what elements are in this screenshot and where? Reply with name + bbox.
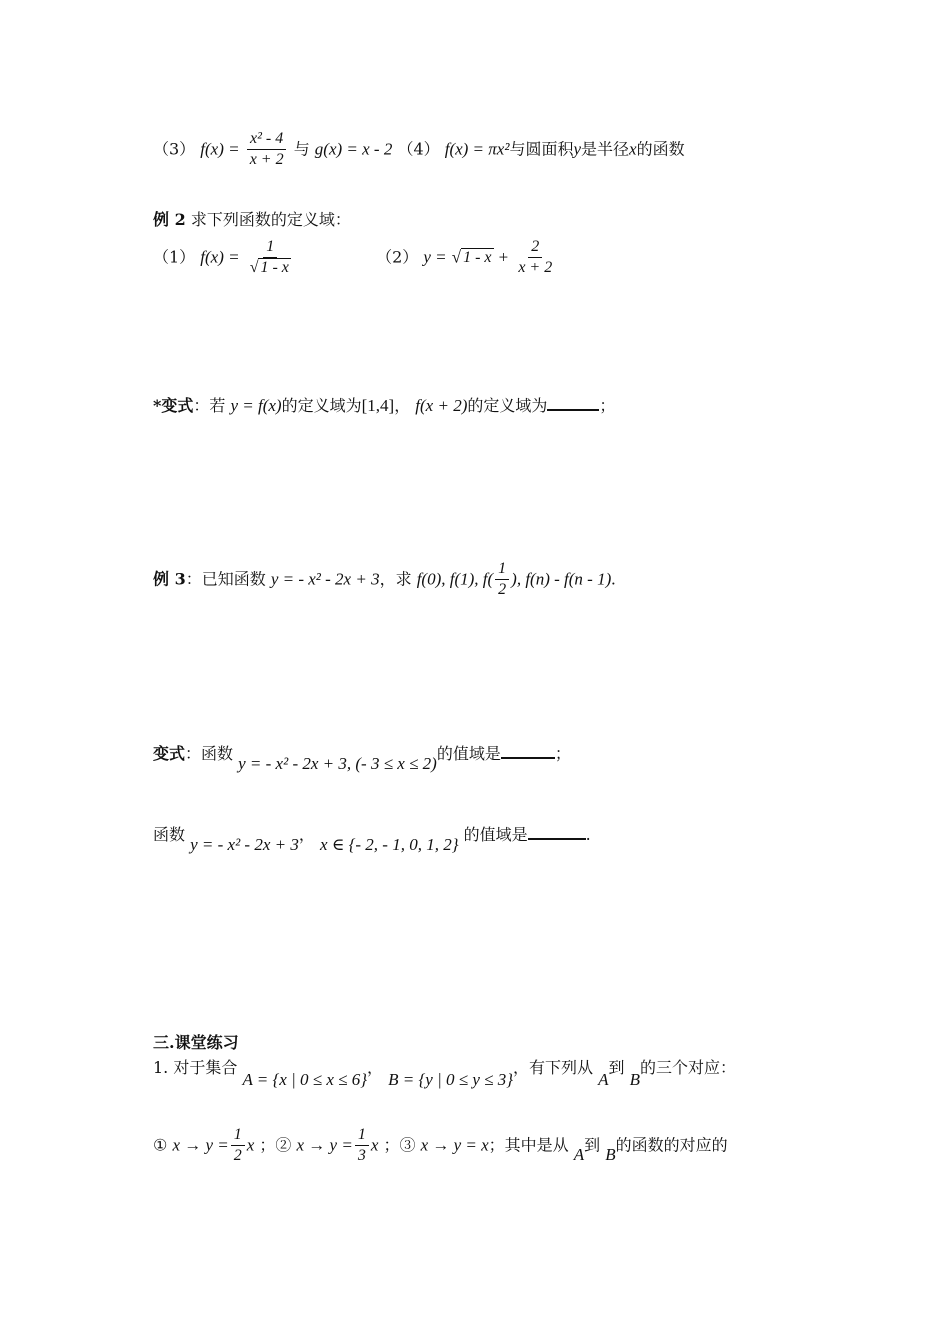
item-3-gx: g(x) = x - 2 (314, 139, 393, 159)
example-2-item-2-numerator: 2 (528, 238, 542, 258)
example-3-values-part-2: ), f(n) - f(n - 1) (511, 569, 612, 589)
exercise-1-to: 到 (608, 1058, 625, 1077)
mapping-2-marker: ；② (259, 1135, 292, 1155)
variant-3-set: x ∈ {- 2, - 1, 0, 1, 2} (319, 835, 459, 854)
mapping-2-numerator: 1 (355, 1126, 369, 1146)
example-2-heading (153, 210, 351, 229)
example-2-item-1-label: （1） (153, 247, 196, 267)
variant-1-text-1: 的定义域为 (281, 396, 362, 415)
variant-1-title: *变式 (153, 396, 194, 415)
variant-2-text: ：函数 (185, 744, 234, 763)
variant-1-comma: ， (394, 396, 411, 415)
example-2-item-2-fraction (515, 238, 555, 278)
example-3-end: . (611, 569, 616, 589)
item-3-and: 与 (293, 139, 310, 159)
exercise-1-text-4: 的函数的对应的 (615, 1135, 728, 1155)
exercise-1-mappings (153, 1126, 728, 1166)
variant-1-interval: [1,4] (361, 396, 395, 415)
example-2-item-1-fraction (247, 238, 294, 278)
mapping-1-expr: x → y = (172, 1135, 229, 1155)
item-4-label: （4） (397, 139, 440, 159)
variant-2-text-2: 的值域是 (436, 744, 501, 763)
variant-3-answer-blank (528, 838, 586, 840)
exercise-1-set-a: A = {x | 0 ≤ x ≤ 6} (242, 1070, 368, 1089)
mapping-2-x: x (370, 1135, 379, 1155)
mapping-2-expr: x → y = (296, 1135, 353, 1155)
variant-1 (153, 396, 615, 416)
variant-1-expr-1: y = f(x) (230, 396, 282, 415)
variant-1-text-2: 的定义域为 (467, 396, 548, 415)
mapping-1-denominator: 2 (233, 1147, 242, 1165)
example-2-item-1-radicand: 1 - x (260, 259, 289, 277)
mapping-1-marker: ① (153, 1135, 168, 1155)
example-2-item-2-lhs: y = (423, 247, 447, 267)
example-3-text: ：已知函数 (185, 569, 266, 589)
example-3-expr: y = - x² - 2x + 3 (270, 569, 380, 589)
example-3-title: 例 3 (153, 569, 186, 589)
mapping-1-numerator: 1 (231, 1126, 245, 1146)
mapping-3-marker: ；③ (383, 1135, 416, 1155)
variant-1-end: ； (599, 396, 616, 415)
item-4-fx: f(x) = πx² (444, 139, 510, 159)
example-2-item-1-numerator: 1 (263, 238, 277, 258)
example-2-title: 例 2 (153, 210, 186, 229)
variant-3-expr: y = - x² - 2x + 3 (190, 835, 299, 854)
mapping-2-denominator: 3 (357, 1147, 366, 1165)
exercise-1-set-b: B = {y | 0 ≤ y ≤ 3} (388, 1070, 514, 1089)
mapping-1-x: x (246, 1135, 255, 1155)
example-3-half-fraction (495, 560, 509, 600)
exercise-1-text-3: ；其中是从 (488, 1135, 569, 1155)
variant-1-colon: ：若 (193, 396, 226, 415)
mapping-3-expr: x → y = x (420, 1135, 489, 1155)
example-2-item-1-lhs: f(x) = (200, 247, 240, 267)
variant-2-title: 变式 (153, 744, 186, 763)
example-2-item-2-label: （2） (376, 247, 419, 267)
item-3-numerator: x² - 4 (247, 130, 286, 150)
exercise-1 (153, 1058, 737, 1089)
mapping-1-fraction (231, 1126, 245, 1166)
variant-3-text: 函数 (153, 825, 186, 844)
example-2-item-2-denominator: x + 2 (518, 259, 553, 277)
exercise-1-label: 1. 对于集合 (153, 1058, 238, 1077)
exercise-1-text-2: 的三个对应： (640, 1058, 737, 1077)
exercise-1-a: A (598, 1070, 609, 1089)
example-3-half-denominator: 2 (498, 581, 507, 599)
item-3-lhs: f(x) = (200, 139, 240, 159)
exercise-1-comma: ， (367, 1058, 384, 1077)
row-items-3-4 (153, 130, 685, 170)
example-2-text: 求下列函数的定义域： (190, 210, 351, 229)
variant-2 (153, 744, 571, 773)
variant-2-answer-blank (501, 757, 555, 759)
example-2-item-2-radicand: 1 - x (463, 249, 492, 267)
example-2-item-1-denominator: √ 1 - x (249, 259, 289, 277)
variant-3-end: . (585, 825, 591, 844)
variant-3 (153, 825, 591, 854)
item-3-denominator: x + 2 (249, 151, 284, 169)
variant-1-expr-2: f(x + 2) (415, 396, 468, 415)
item-4-of-function: 的函数 (636, 139, 685, 159)
exercise-1-b-2: B (605, 1145, 616, 1165)
item-4-y: y (573, 139, 582, 159)
variant-3-sep: ， (298, 825, 315, 844)
exercise-1-to-2: 到 (584, 1135, 601, 1155)
exercise-1-a-2: A (573, 1145, 585, 1165)
item-4-circle-text: 与圆面积 (509, 139, 574, 159)
variant-2-expr: y = - x² - 2x + 3, (- 3 ≤ x ≤ 2) (238, 754, 437, 773)
exercise-1-text-1: ，有下列从 (513, 1058, 594, 1077)
mapping-2-fraction (355, 1126, 369, 1166)
example-3-ask: ，求 (379, 569, 412, 589)
example-2-item-2-plus: + (498, 247, 509, 267)
example-2-items: （1） f(x) = $\frac{1}{√ 1 - x}$ （2） y = √ 1 - x + $\frac{2}{x + 2}$ (153, 238, 557, 278)
item-3-fraction (247, 130, 287, 170)
item-4-x: x (629, 139, 637, 159)
section-3-title: 三.课堂练习 (153, 1033, 239, 1052)
variant-2-end: ； (554, 744, 571, 763)
example-3-half-numerator: 1 (495, 560, 509, 580)
item-3-label: （3） (153, 139, 196, 159)
exercise-1-b: B (629, 1070, 641, 1089)
item-4-is-radius: 是半径 (581, 139, 630, 159)
example-3 (153, 560, 616, 600)
variant-3-text-2: 的值域是 (463, 825, 528, 844)
example-3-values-part-1: f(0), f(1), f( (416, 569, 494, 589)
variant-1-answer-blank (547, 409, 599, 411)
